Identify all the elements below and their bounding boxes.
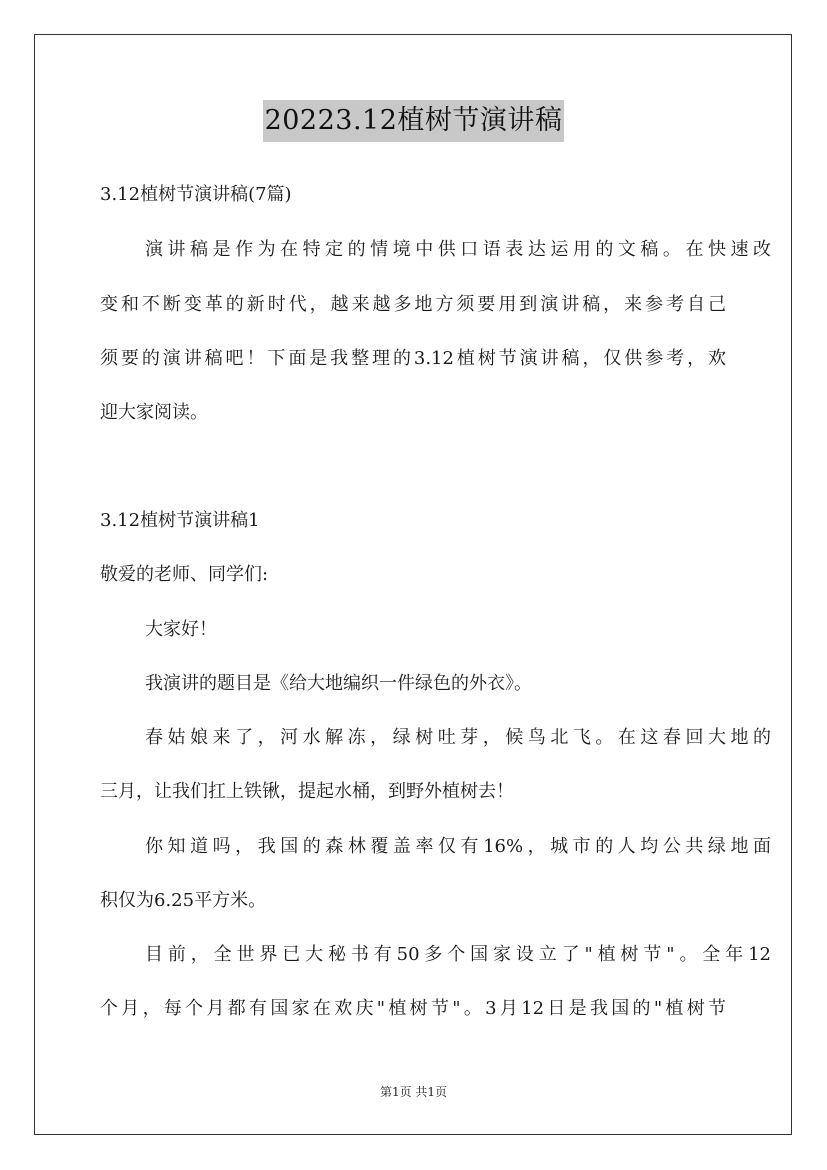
document-title: 20223.12植树节演讲稿 xyxy=(263,100,565,142)
paragraph-line: 个月，每个月都有国家在欢庆"植树节"。3月12日是我国的"植树节 xyxy=(100,998,726,1019)
paragraph-line: 你知道吗，我国的森林覆盖率仅有16%，城市的人均公共绿地面 xyxy=(145,836,771,857)
paragraph-line: 迎大家阅读。 xyxy=(100,402,208,423)
paragraph-line: 春姑娘来了，河水解冻，绿树吐芽，候鸟北飞。在这春回大地的 xyxy=(145,727,771,748)
salutation: 敬爱的老师、同学们: xyxy=(100,564,269,585)
paragraph-line: 积仅为6.25平方米。 xyxy=(100,890,267,911)
paragraph-line: 变和不断变革的新时代，越来越多地方须要用到演讲稿，来参考自己 xyxy=(100,294,726,315)
paragraph-line: 须要的演讲稿吧！下面是我整理的3.12植树节演讲稿，仅供参考，欢 xyxy=(100,348,726,369)
document-subtitle: 3.12植树节演讲稿(7篇) xyxy=(100,184,292,205)
paragraph-line: 我演讲的题目是《给大地编织一件绿色的外衣》。 xyxy=(145,673,532,694)
title-container xyxy=(0,100,827,142)
page-footer: 第1页 共1页 xyxy=(379,1085,448,1099)
paragraph-line: 演讲稿是作为在特定的情境中供口语表达运用的文稿。在快速改 xyxy=(145,239,771,260)
paragraph-line: 三月，让我们扛上铁锹，提起水桶，到野外植树去！ xyxy=(100,781,514,802)
section-heading: 3.12植树节演讲稿1 xyxy=(100,510,260,531)
greeting: 大家好！ xyxy=(145,619,217,640)
paragraph-line: 目前，全世界已大秘书有50多个国家设立了"植树节"。全年12 xyxy=(145,944,771,965)
